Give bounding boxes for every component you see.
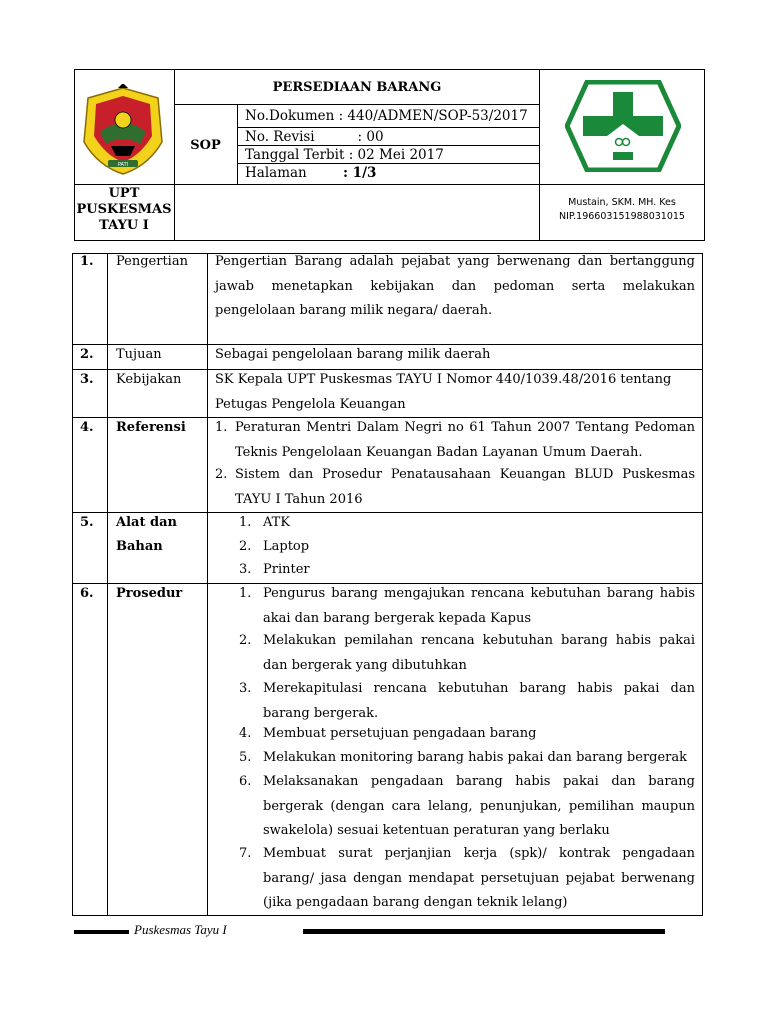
row-1-number: 1. — [80, 254, 94, 269]
row-5-label-line-1: Alat dan — [116, 515, 177, 530]
row-5-item-1-number: 1. — [239, 515, 252, 530]
signer-nip: NIP.196603151988031015 — [559, 211, 685, 222]
signer-block — [540, 196, 704, 224]
row-5-item-2: Laptop — [263, 539, 310, 554]
row-6-item-6-number: 6. — [239, 774, 252, 789]
row-6-item-5: Melakukan monitoring barang habis pakai dan barang bergerak — [263, 750, 688, 765]
row-6-item-1-number: 1. — [239, 586, 252, 601]
row-6-item-7: Membuat surat perjanjian kerja (spk)/ kontrak pengadaan barang/ jasa dengan mendapat persetujuan pejabat berwenang (jika pengadaan barang dengan teknik lelang) — [263, 846, 695, 910]
row-6-item-4-number: 4. — [239, 726, 252, 741]
svg-text:PATI: PATI — [117, 162, 129, 168]
row-6-item-6: Melaksanakan pengadaan barang habis pakai dan barang bergerak (dengan cara lelang, penunjukan, pemilihan maupun swakelola) sesuai ketentuan peraturan yang berlaku — [263, 774, 695, 838]
row-3-content: SK Kepala UPT Puskesmas TAYU I Nomor 440/1039.48/2016 tentang Petugas Pengelola Keuangan — [215, 372, 672, 412]
row-4-item-2: Sistem dan Prosedur Penatausahaan Keuangan BLUD Puskesmas TAYU I Tahun 2016 — [235, 467, 695, 507]
row-6-item-4: Membuat persetujuan pengadaan barang — [263, 726, 537, 741]
halaman-value: : 1/3 — [343, 165, 377, 181]
sop-label: SOP — [190, 138, 221, 153]
row-2-label: Tujuan — [116, 347, 162, 362]
row-4-item-1-number: 1. — [215, 420, 228, 435]
row-5-label-line-2: Bahan — [116, 539, 163, 554]
row-5-item-1: ATK — [263, 515, 291, 530]
row-6-number: 6. — [80, 586, 94, 601]
row-2-content: Sebagai pengelolaan barang milik daerah — [215, 347, 491, 362]
row-5-item-3: Printer — [263, 562, 310, 577]
row-6-item-7-number: 7. — [239, 846, 252, 861]
row-5-item-3-number: 3. — [239, 562, 252, 577]
row-1-content: Pengertian Barang adalah pejabat yang berwenang dan bertanggung jawab menetapkan kebijakan dan pedoman serta melakukan pengelolaan barang milik negara/ daerah. — [215, 254, 695, 318]
footer-rule-right — [303, 929, 665, 934]
row-6-item-3: Merekapitulasi rencana kebutuhan barang habis pakai dan barang bergerak. — [263, 681, 695, 721]
row-6-item-5-number: 5. — [239, 750, 252, 765]
row-5-number: 5. — [80, 515, 94, 530]
row-3-label: Kebijakan — [116, 372, 182, 387]
puskesmas-logo-icon — [565, 80, 681, 172]
row-4-item-1: Peraturan Mentri Dalam Negri no 61 Tahun 2007 Tentang Pedoman Teknis Pengelolaan Keuangan Badan Layanan Umum Daerah. — [235, 420, 695, 460]
row-6-item-3-number: 3. — [239, 681, 252, 696]
no-revisi: No. Revisi : 00 — [245, 129, 384, 145]
regency-emblem-icon — [78, 84, 168, 176]
document-title: PERSEDIAAN BARANG — [272, 80, 442, 95]
row-4-label: Referensi — [116, 420, 186, 435]
no-dokumen: No.Dokumen : 440/ADMEN/SOP-53/2017 — [245, 108, 528, 124]
row-5-item-2-number: 2. — [239, 539, 252, 554]
footer-rule-left — [74, 930, 129, 934]
row-6-item-1: Pengurus barang mengajukan rencana kebutuhan barang habis akai dan barang bergerak kepada Kapus — [263, 586, 695, 626]
row-1-label: Pengertian — [116, 254, 188, 269]
signer-name: Mustain, SKM. MH. Kes — [568, 197, 676, 208]
row-2-number: 2. — [80, 347, 94, 362]
row-3-number: 3. — [80, 372, 94, 387]
row-6-item-2: Melakukan pemilahan rencana kebutuhan barang habis pakai dan bergerak yang dibutuhkan — [263, 633, 695, 673]
row-4-item-2-number: 2. — [215, 467, 228, 482]
tanggal-terbit: Tanggal Terbit : 02 Mei 2017 — [245, 147, 444, 163]
row-6-item-2-number: 2. — [239, 633, 252, 648]
row-4-number: 4. — [80, 420, 94, 435]
footer-text: Puskesmas Tayu I — [134, 922, 227, 937]
halaman-label: Halaman — [245, 165, 307, 181]
org-name: UPT PUSKESMAS TAYU I — [76, 186, 172, 233]
row-6-label: Prosedur — [116, 586, 183, 601]
